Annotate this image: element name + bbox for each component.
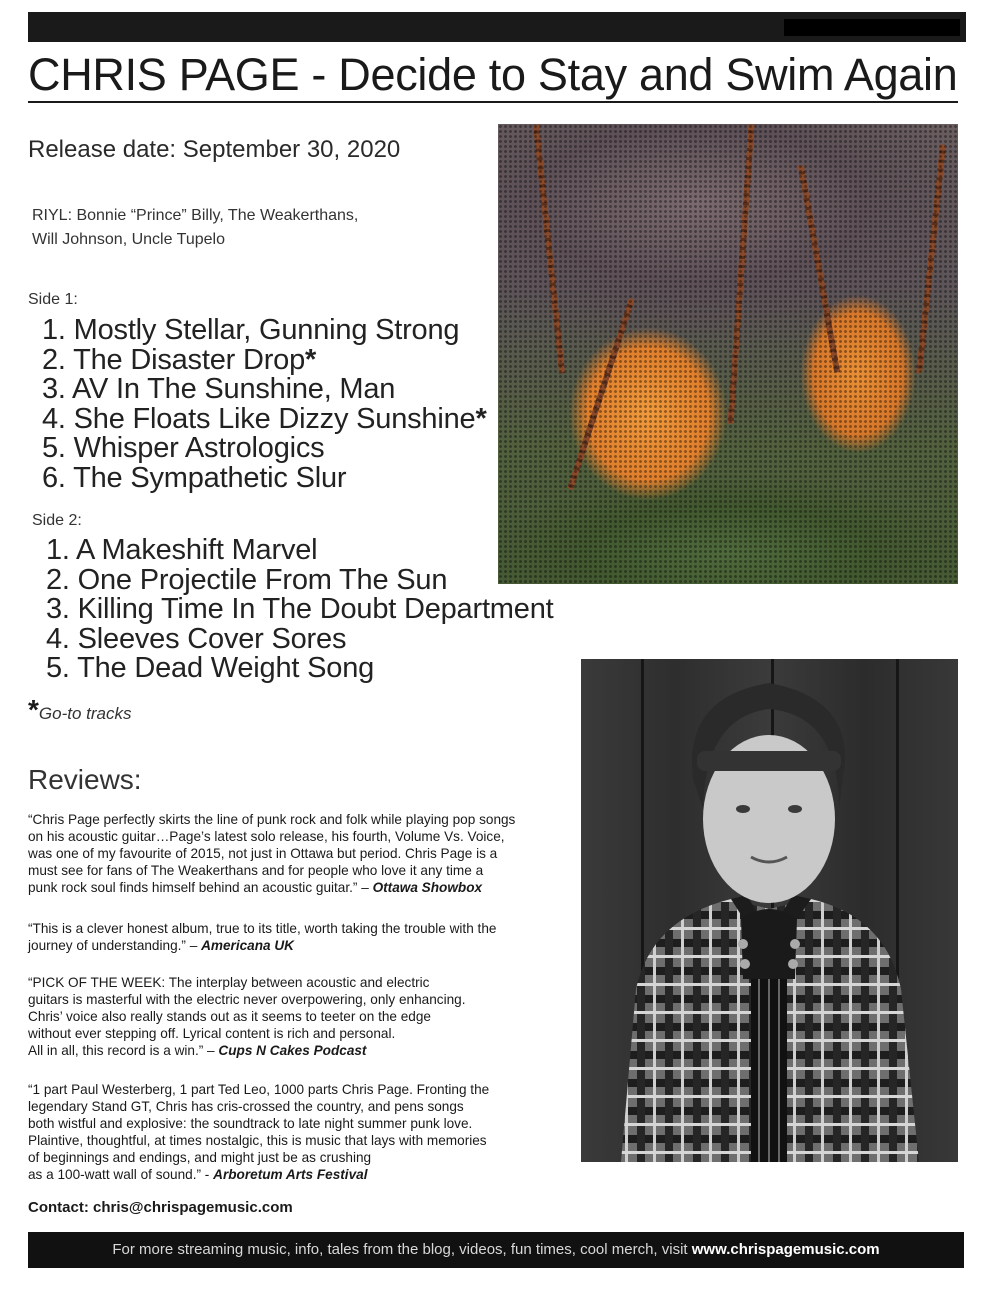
track-item: 1. Mostly Stellar, Gunning Strong xyxy=(42,314,460,346)
track-item: 3. AV In The Sunshine, Man xyxy=(42,373,396,405)
website-link[interactable]: www.chrispagemusic.com xyxy=(691,1241,880,1258)
page-title: CHRIS PAGE - Decide to Stay and Swim Again xyxy=(28,49,958,100)
riyl-line-1: RIYL: Bonnie “Prince” Billy, The Weakerthans, xyxy=(32,207,359,224)
review-source: Ottawa Showbox xyxy=(372,880,483,895)
go-to-tracks-note xyxy=(28,696,132,724)
artist-photo xyxy=(581,659,958,1162)
review-source: Arboretum Arts Festival xyxy=(213,1167,368,1182)
top-bar-tab xyxy=(784,19,960,36)
release-date: Release date: September 30, 2020 xyxy=(28,136,401,163)
album-cover-image xyxy=(498,124,958,584)
track-item: 3. Killing Time In The Doubt Department xyxy=(46,593,554,625)
review-arboretum: “1 part Paul Westerberg, 1 part Ted Leo, 1000 parts Chris Page. Fronting the legendary Stand GT, Chris has cris-crossed the country, and pens songs both wistful and explosive: the soundtrack to late night summer punk love. Plaintive, thoughtful, at times nostalgic, this is music that lays with memories of beginnings and endings, and might just be as crushing as a 100-watt wall of sound.” - Arboretum Arts Festival xyxy=(28,1082,490,1182)
asterisk-mark: * xyxy=(28,694,39,725)
footer-text: For more streaming music, info, tales from the blog, videos, fun times, cool merch, visit xyxy=(112,1241,692,1258)
track-item: 1. A Makeshift Marvel xyxy=(46,534,318,566)
side-2-label: Side 2: xyxy=(32,512,82,529)
riyl-block xyxy=(32,204,358,252)
go-to-tracks-label: Go-to tracks xyxy=(38,704,132,723)
side-1-label: Side 1: xyxy=(28,291,78,308)
track-item: 4. Sleeves Cover Sores xyxy=(46,622,347,655)
review-ottawa-showbox: “Chris Page perfectly skirts the line of punk rock and folk while playing pop songs on his acoustic guitar…Page’s latest solo release, his fourth, Volume Vs. Voice, was one of my favourite of 2015, not just in Ottawa but period. Chris Page is a must see for fans of The Weakerthans and for people who love it any time a punk rock soul finds himself behind an acoustic guitar.” – Ottawa Showbox xyxy=(28,812,516,895)
track-item: 6. The Sympathetic Slur xyxy=(42,461,347,494)
footer-bar xyxy=(28,1232,964,1268)
top-bar xyxy=(28,12,966,42)
review-americana-uk: “This is a clever honest album, true to its title, worth taking the trouble with the journey of understanding.” – Americana UK xyxy=(28,921,497,953)
side-1-tracklist xyxy=(42,316,487,493)
side-2-tracklist xyxy=(46,536,553,684)
review-source: Cups N Cakes Podcast xyxy=(218,1043,367,1058)
reviews-heading: Reviews: xyxy=(28,764,142,795)
track-item: 4. She Floats Like Dizzy Sunshine* xyxy=(42,402,487,435)
riyl-line-2: Will Johnson, Uncle Tupelo xyxy=(32,231,225,248)
track-item: 2. The Disaster Drop* xyxy=(42,343,317,376)
review-cups-n-cakes: “PICK OF THE WEEK: The interplay between acoustic and electric guitars is masterful with the electric never overpowering, only enhancing. Chris’ voice also really stands out as it seems to teeter on the edge without ever stepping off. Lyrical content is rich and personal. All in all, this record is a win.” – Cups N Cakes Podcast xyxy=(28,975,466,1058)
track-item: 5. Whisper Astrologics xyxy=(42,432,325,464)
title-divider xyxy=(28,101,958,103)
contact-email: Contact: chris@chrispagemusic.com xyxy=(28,1199,293,1216)
track-item: 2. One Projectile From The Sun xyxy=(46,563,448,596)
track-item: 5. The Dead Weight Song xyxy=(46,652,375,684)
review-source: Americana UK xyxy=(201,938,294,953)
